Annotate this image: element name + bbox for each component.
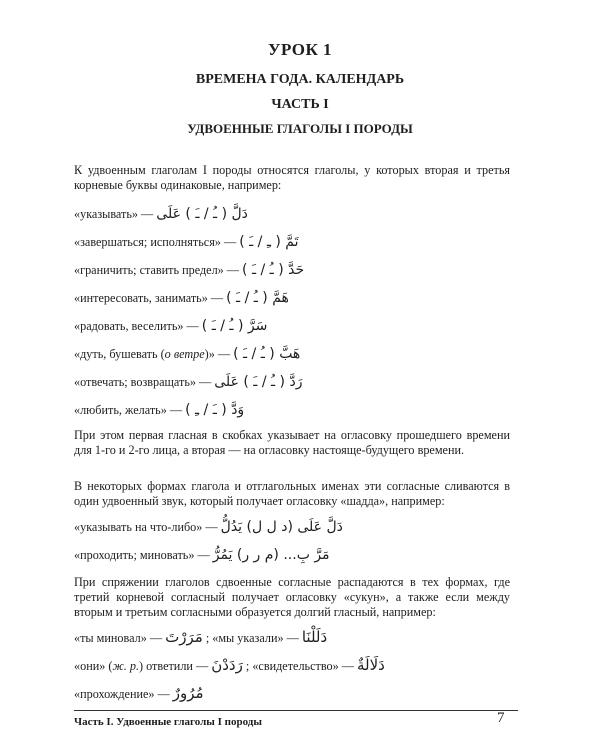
conjugation-row <box>74 656 514 674</box>
verb-row <box>74 373 514 391</box>
verb-meaning: «отвечать; возвращать» — <box>74 375 212 389</box>
conj-label-post: ) ответили — <box>139 659 209 673</box>
verb-meaning: «граничить; ставить предел» — <box>74 263 239 277</box>
verb-meaning: «интересовать, занимать» — <box>74 291 224 305</box>
verb-row <box>74 261 514 279</box>
section-title: УДВОЕННЫЕ ГЛАГОЛЫ I ПОРОДЫ <box>187 121 413 136</box>
conj-arabic: رَدَدْنَ <box>211 656 243 674</box>
note-paragraph: При этом первая гласная в скобках указывает на огласовку прошедшего времени для 1-го и 2-го лица, а вторая — на огласовку настояще-будущего времени. <box>74 428 510 457</box>
verb-arabic: تَمَّ ( ـِ / ـَ ) <box>239 234 299 250</box>
verb-row <box>74 233 514 251</box>
verb-arabic: رَدَّ ( ـُ / ـَ ) عَلَى <box>214 374 303 390</box>
merge-meaning: «проходить; миновать» — <box>74 548 210 562</box>
merge-example-row <box>74 518 514 536</box>
merge-meaning: «указывать на что-либо» — <box>74 520 218 534</box>
topic-title: ВРЕМЕНА ГОДА. КАЛЕНДАРЬ <box>195 72 405 87</box>
conj-arabic: دَلَالَةٌ <box>356 656 385 674</box>
intro-paragraph: К удвоенным глаголам I породы относятся глаголы, у которых вторая и третья корневые буквы одинаковые, например: <box>74 163 510 192</box>
conj-arabic: دَلَلْنَا <box>301 628 328 646</box>
merge-example-row <box>74 546 514 564</box>
conj-arabic: مَرَرْتَ <box>165 628 203 646</box>
conjugation-row <box>74 628 514 646</box>
conj-label: «прохождение» — <box>74 687 170 701</box>
verb-meaning: «указывать» — <box>74 207 154 221</box>
lesson-title: УРОК 1 <box>267 40 333 59</box>
verb-meaning-italic: о ветре <box>164 347 205 361</box>
conj-label: «мы указали» — <box>212 631 299 645</box>
verb-row <box>74 289 514 307</box>
conj-separator: ; <box>245 659 250 673</box>
conj-separator: ; <box>205 631 210 645</box>
page-number: 7 <box>497 710 505 726</box>
verb-row <box>74 401 514 419</box>
conjugation-row <box>74 684 514 702</box>
conj-arabic: مُرُورٌ <box>172 684 204 702</box>
verb-arabic: دَلَّ ( ـُ / ـَ ) عَلَى <box>156 206 248 222</box>
verb-arabic: سَرَّ ( ـُ / ـَ ) <box>201 318 268 334</box>
verb-arabic: حَدَّ ( ـُ / ـَ ) <box>242 262 305 278</box>
merge-arabic: دَلَّ عَلَى (د ل ل) يَدُلُّ <box>220 519 343 535</box>
conj-label-italic: ж. р. <box>112 659 140 673</box>
verb-arabic: هَبَّ ( ـُ / ـَ ) <box>233 346 301 362</box>
conj-label-pre: «они» ( <box>74 659 113 673</box>
part-title: ЧАСТЬ I <box>271 97 329 112</box>
verb-meaning: «радовать, веселить» — <box>74 319 199 333</box>
verb-row <box>74 205 514 223</box>
verb-meaning-pre: «дуть, бушевать ( <box>74 347 165 361</box>
footer-divider <box>74 710 518 711</box>
verb-meaning: «любить, желать» — <box>74 403 183 417</box>
verb-row <box>74 317 514 335</box>
verb-arabic: وَدَّ ( ـَ / ـِ ) <box>185 402 245 418</box>
verb-row <box>74 345 514 363</box>
merge-arabic: مَرَّ بِ... (م ر ر) يَمُرُّ <box>212 547 330 563</box>
conjugation-paragraph: При спряжении глаголов сдвоенные согласные распадаются в тех формах, где третий корневой согласный получает огласовку «сукун», а также если между вторым и третьим согласными образуется долгий гласный, например: <box>74 575 510 619</box>
verb-meaning-post: )» — <box>204 347 231 361</box>
conj-label: «ты миновал» — <box>74 631 163 645</box>
verb-arabic: هَمَّ ( ـُ / ـَ ) <box>226 290 289 306</box>
verb-meaning: «завершаться; исполняться» — <box>74 235 237 249</box>
merge-paragraph: В некоторых формах глагола и отглагольных именах эти согласные сливаются в один удвоенный звук, который получает огласовку «шадда», например: <box>74 479 510 508</box>
conj-label: «свидетельство» — <box>252 659 354 673</box>
footer-running-title: Часть I. Удвоенные глаголы I породы <box>74 716 262 728</box>
